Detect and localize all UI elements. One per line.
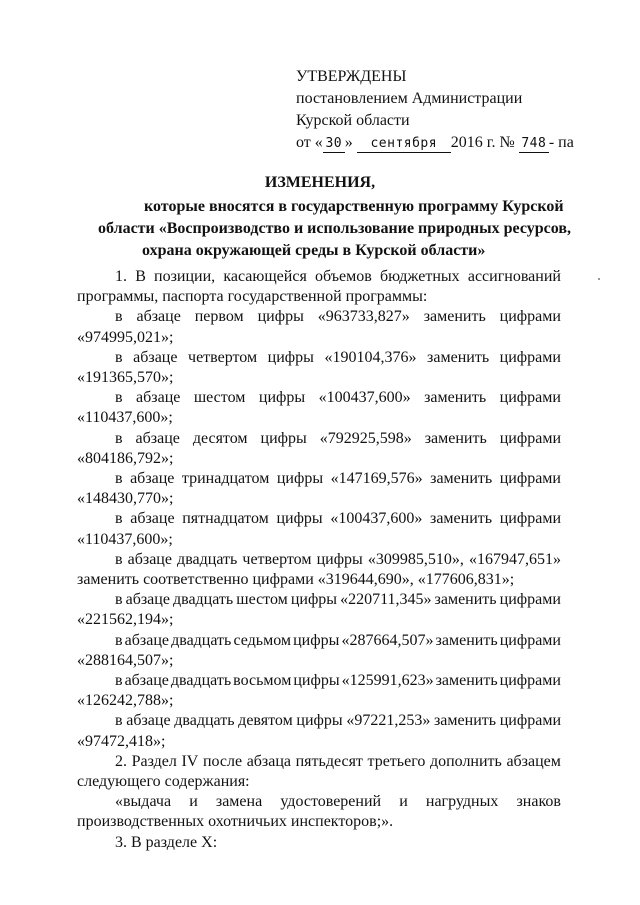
date-month: сентября <box>357 136 451 153</box>
paragraph-2-line-2: следующего содержания: <box>77 773 250 791</box>
word: В <box>135 268 146 285</box>
word: цифрами <box>499 429 561 447</box>
amendment-item-line <box>77 388 561 408</box>
word: девятом <box>238 712 293 730</box>
amendment-item-line <box>77 429 561 449</box>
word: в <box>115 550 123 568</box>
word: в <box>115 712 123 730</box>
amendment-item-continuation: «288164,507»; <box>77 651 174 669</box>
word: абзаце <box>124 672 169 690</box>
word: ассигнований <box>467 268 561 285</box>
amendment-item-line <box>77 631 561 651</box>
word: в <box>115 510 123 528</box>
amendment-item-continuation: «148430,770»; <box>77 490 174 508</box>
word: замена <box>215 793 263 811</box>
word: цифрами <box>499 591 561 609</box>
quote-line-1 <box>77 792 561 812</box>
word: после <box>202 752 243 770</box>
word: абзаце <box>133 348 178 366</box>
word: цифрами <box>499 631 561 649</box>
word: в <box>115 470 123 488</box>
word: 2. <box>115 752 127 770</box>
heading-title: ИЗМЕНЕНИЯ, <box>264 174 376 191</box>
word: заменить <box>430 510 493 528</box>
word: цифры <box>267 348 314 366</box>
word: седьмом <box>233 631 292 649</box>
word: заменить <box>423 308 486 326</box>
word: тринадцатом <box>181 470 270 488</box>
word: двадцать <box>171 631 232 649</box>
word: в <box>115 389 123 407</box>
word: в <box>115 591 123 609</box>
approval-date-line <box>296 132 596 154</box>
amendment-item-continuation: «110437,600»; <box>77 409 173 427</box>
word: знаков <box>516 793 561 811</box>
word: заменить <box>427 348 490 366</box>
word: позиции, <box>154 268 216 285</box>
word: абзаце <box>127 550 172 568</box>
paragraph-3 <box>77 833 561 853</box>
word: двадцать <box>172 591 234 609</box>
word: абзаца <box>246 752 292 770</box>
word: цифры <box>316 550 363 568</box>
date-prefix: от « <box>296 134 323 151</box>
word: касающейся <box>223 268 307 285</box>
number-suffix: - па <box>548 134 574 151</box>
word: четвертом <box>188 348 258 366</box>
word: цифры <box>276 510 323 528</box>
word: в <box>115 672 123 690</box>
word: заменить <box>434 591 497 609</box>
amendment-list <box>77 307 561 751</box>
word: абзаце <box>124 631 169 649</box>
amendment-item-line <box>77 550 561 570</box>
word: абзаце <box>130 510 175 528</box>
quote-line-2: производственных охотничьих инспекторов;». <box>77 813 394 831</box>
word: заменить <box>424 389 487 407</box>
word: «190104,376» <box>324 348 417 366</box>
amendment-item-continuation: «974995,021»; <box>77 328 174 346</box>
heading-line-2: области «Воспроизводство и использование природных ресурсов, <box>98 220 571 237</box>
word: «100437,600» <box>330 510 423 528</box>
word: и <box>399 793 408 811</box>
word: четвертом <box>242 550 312 568</box>
word: Раздел <box>131 752 177 770</box>
word: первом <box>194 308 244 326</box>
word: абзаце <box>135 429 180 447</box>
word: цифры <box>258 389 306 407</box>
word: шестом <box>193 389 246 407</box>
word: цифры <box>296 712 343 730</box>
word: «287664,507» <box>341 631 434 649</box>
word: пятьдесят <box>295 752 363 770</box>
word: заменить <box>435 631 498 649</box>
word: «792925,598» <box>319 429 412 447</box>
word: в <box>115 348 123 366</box>
word: цифры <box>260 429 307 447</box>
date-mid: » <box>344 134 353 151</box>
word: цифрами <box>499 672 561 690</box>
approval-line-2: постановлением Администрации <box>296 90 523 107</box>
word: бюджетных <box>379 268 460 285</box>
word: «выдача <box>115 793 172 811</box>
date-day: 30 <box>323 136 345 153</box>
word: объемов <box>315 268 372 285</box>
word: дополнить <box>429 752 502 770</box>
word: цифры <box>276 470 324 488</box>
word: шестом <box>236 591 288 609</box>
word: цифрами <box>499 308 561 326</box>
amendment-item-line <box>77 671 561 691</box>
word: двадцать <box>174 712 235 730</box>
approval-line-3: Курской области <box>296 112 410 129</box>
word: цифрами <box>499 470 561 488</box>
paragraph-1-line-2: программы, паспорта государственной программы: <box>77 288 428 306</box>
word: двадцать <box>170 672 232 690</box>
word: абзаце <box>136 308 181 326</box>
heading-line-1: которые вносятся в государственную программу Курской <box>144 198 564 215</box>
word: абзаце <box>125 591 170 609</box>
word: абзаце <box>136 389 181 407</box>
word: «167947,651» <box>468 550 561 568</box>
word: в <box>115 631 123 649</box>
word: заменить <box>435 672 498 690</box>
amendment-item-continuation: заменить соответственно цифрами «319644,690», «177606,831»; <box>77 571 515 589</box>
amendment-item-continuation: «97472,418»; <box>77 732 166 750</box>
document-body <box>77 267 561 853</box>
word: цифры <box>290 591 338 609</box>
word: цифрами <box>499 389 561 407</box>
word: пятнадцатом <box>182 510 269 528</box>
word: и <box>189 793 198 811</box>
amendment-item-line <box>77 469 561 489</box>
word: заменить <box>424 429 487 447</box>
word: «97221,253» <box>346 712 431 730</box>
word: цифры <box>293 631 340 649</box>
word: десятом <box>192 429 248 447</box>
word: 1. <box>115 268 127 285</box>
word: заменить <box>430 470 493 488</box>
word: «963733,827» <box>317 308 410 326</box>
word: абзаце <box>126 712 171 730</box>
word: цифрами <box>499 348 561 366</box>
word: «147169,576» <box>330 470 423 488</box>
word: в <box>115 308 123 326</box>
amendment-item-continuation: «110437,600»; <box>77 530 173 548</box>
amendment-item-line <box>77 711 561 731</box>
word: цифрами <box>499 510 561 528</box>
word: «125991,623» <box>341 672 434 690</box>
word: нагрудных <box>425 793 499 811</box>
word: удостоверений <box>280 793 382 811</box>
word: абзаце <box>130 470 175 488</box>
word: цифры <box>257 308 304 326</box>
word: цифры <box>293 672 340 690</box>
word: IV <box>181 752 199 770</box>
paragraph-2-line-1 <box>77 752 561 772</box>
heading-line-3: охрана окружающей среды в Курской области» <box>142 242 486 259</box>
word: третьего <box>367 752 426 770</box>
amendment-item-line <box>77 509 561 529</box>
approval-title: УТВЕРЖДЕНЫ <box>296 68 407 85</box>
word: «309985,510», <box>367 550 464 568</box>
paragraph-3-text: 3. В разделе X: <box>115 833 218 851</box>
word: заменить <box>433 712 497 730</box>
amendment-item-continuation: «804186,792»; <box>77 449 174 467</box>
amendment-item-line <box>77 348 561 368</box>
word: «220711,345» <box>340 591 432 609</box>
word: восьмом <box>233 672 292 690</box>
amendment-item-continuation: «191365,570»; <box>77 369 174 387</box>
document-heading <box>60 172 580 262</box>
approval-block <box>296 66 596 154</box>
word: цифрами <box>499 712 561 730</box>
document-number: 748 <box>519 136 549 153</box>
amendment-item-line <box>77 307 561 327</box>
heading-subtitle <box>60 196 580 262</box>
word: в <box>115 429 123 447</box>
scan-mark <box>598 278 600 280</box>
word: двадцать <box>177 550 238 568</box>
word: абзацем <box>506 752 561 770</box>
word: «100437,600» <box>318 389 411 407</box>
amendment-item-continuation: «221562,194»; <box>77 611 174 629</box>
paragraph-1-line-1 <box>77 267 561 287</box>
amendment-item-line <box>77 590 561 610</box>
date-year: 2016 г. № <box>450 134 515 151</box>
amendment-item-continuation: «126242,788»; <box>77 692 174 710</box>
